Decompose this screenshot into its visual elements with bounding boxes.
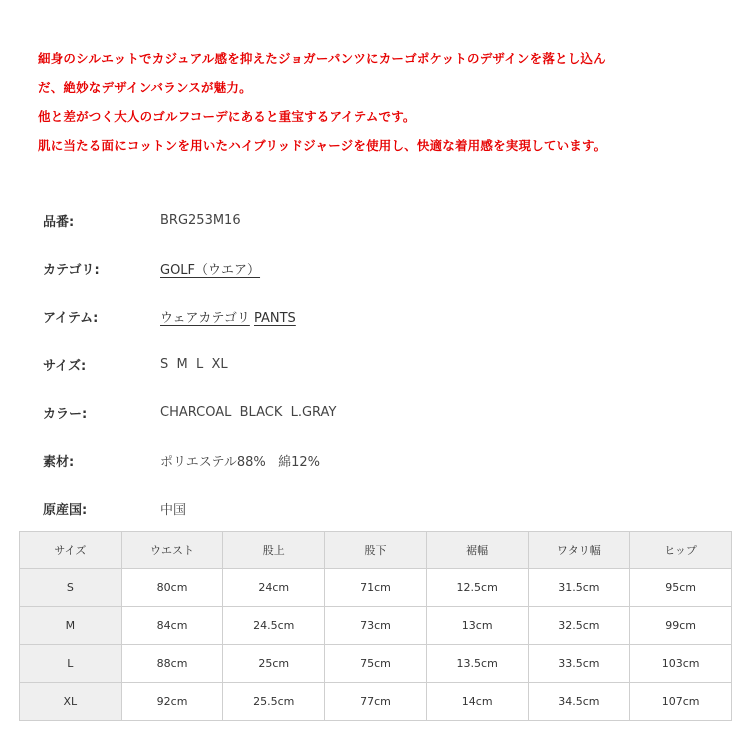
product-code: BRG253M16 [160, 212, 241, 228]
product-spec-list [43, 196, 703, 532]
size-cell: L [20, 645, 122, 683]
spec-label: サイズ: [43, 358, 87, 374]
item-pants-link[interactable]: PANTS [253, 310, 296, 326]
table-cell: 80cm [121, 569, 223, 607]
spec-value [160, 259, 260, 278]
size-cell: XL [20, 683, 122, 721]
table-cell: 24cm [223, 569, 325, 607]
category-link[interactable]: GOLF（ウエア） [160, 262, 261, 278]
item-category-link[interactable]: ウェアカテゴリ [160, 310, 250, 326]
table-row [20, 683, 732, 721]
table-cell: 31.5cm [528, 569, 630, 607]
spec-label: カラー: [43, 406, 88, 422]
size-list: S M L XL [160, 356, 228, 372]
table-cell: 25cm [223, 645, 325, 683]
spec-row-item [43, 292, 703, 340]
table-cell: 13.5cm [426, 645, 528, 683]
column-header: ワタリ幅 [528, 532, 630, 569]
description-line: 細身のシルエットでカジュアル感を抑えたジョガーパンツにカーゴポケットのデザインを落とし込ん [38, 51, 606, 66]
table-cell: 107cm [630, 683, 732, 721]
spec-label: カテゴリ: [43, 262, 100, 278]
spec-row-color [43, 388, 703, 436]
spec-row-category [43, 244, 703, 292]
column-header: 股下 [325, 532, 427, 569]
column-header: サイズ [20, 532, 122, 569]
column-header: 裾幅 [426, 532, 528, 569]
spec-label: アイテム: [43, 310, 99, 326]
table-cell: 99cm [630, 607, 732, 645]
column-header: ウエスト [121, 532, 223, 569]
table-cell: 71cm [325, 569, 427, 607]
color-list: CHARCOAL BLACK L.GRAY [160, 404, 337, 420]
table-header-row [20, 532, 732, 569]
table-cell: 84cm [121, 607, 223, 645]
size-chart-table [19, 531, 732, 721]
table-cell: 92cm [121, 683, 223, 721]
table-cell: 77cm [325, 683, 427, 721]
table-row [20, 569, 732, 607]
spec-label: 原産国: [43, 502, 88, 518]
table-cell: 25.5cm [223, 683, 325, 721]
table-cell: 33.5cm [528, 645, 630, 683]
size-cell: S [20, 569, 122, 607]
table-cell: 32.5cm [528, 607, 630, 645]
table-cell: 13cm [426, 607, 528, 645]
material-value: ポリエステル88% 綿12% [160, 454, 321, 470]
spec-label: 品番: [43, 214, 75, 230]
table-cell: 24.5cm [223, 607, 325, 645]
spec-row-size [43, 340, 703, 388]
table-row [20, 607, 732, 645]
spec-label: 素材: [43, 454, 75, 470]
description-line: 肌に当たる面にコットンを用いたハイブリッドジャージを使用し、快適な着用感を実現しています。 [38, 138, 607, 153]
description-line: 他と差がつく大人のゴルフコーデにあると重宝するアイテムです。 [38, 109, 416, 124]
spec-row-code [43, 196, 703, 244]
description-line: だ、絶妙なデザインバランスが魅力。 [38, 80, 252, 95]
table-cell: 103cm [630, 645, 732, 683]
table-cell: 73cm [325, 607, 427, 645]
table-cell: 12.5cm [426, 569, 528, 607]
product-description [38, 44, 728, 160]
table-row [20, 645, 732, 683]
table-cell: 75cm [325, 645, 427, 683]
spec-value [160, 307, 296, 326]
column-header: ヒップ [630, 532, 732, 569]
table-cell: 88cm [121, 645, 223, 683]
size-cell: M [20, 607, 122, 645]
spec-row-origin [43, 484, 703, 532]
table-cell: 14cm [426, 683, 528, 721]
column-header: 股上 [223, 532, 325, 569]
table-cell: 95cm [630, 569, 732, 607]
spec-row-material [43, 436, 703, 484]
origin-value: 中国 [160, 502, 187, 518]
table-cell: 34.5cm [528, 683, 630, 721]
